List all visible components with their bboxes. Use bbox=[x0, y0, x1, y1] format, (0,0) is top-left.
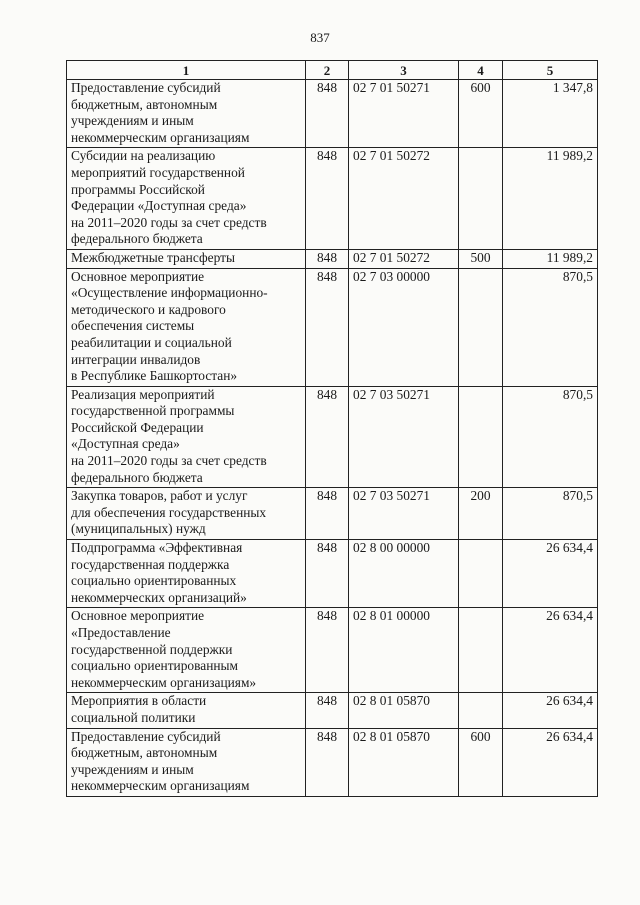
row-code-cell: 848 bbox=[306, 608, 349, 693]
row-name-cell: Основное мероприятие «Предоставление государственной поддержки социально ориентированным некоммерческим организациям» bbox=[67, 608, 306, 693]
row-expense-type-cell: 200 bbox=[459, 488, 503, 540]
row-target-article-cell: 02 7 01 50271 bbox=[349, 80, 459, 148]
row-target-article-cell: 02 8 01 05870 bbox=[349, 728, 459, 796]
row-name-cell: Предоставление субсидий бюджетным, автономным учреждениям и иным некоммерческим организациям bbox=[67, 728, 306, 796]
header-col-5: 5 bbox=[503, 61, 598, 80]
table-row bbox=[67, 488, 598, 540]
row-expense-type-cell bbox=[459, 693, 503, 728]
row-expense-type-cell: 500 bbox=[459, 249, 503, 268]
row-expense-type-cell bbox=[459, 268, 503, 386]
row-target-article-cell: 02 7 01 50272 bbox=[349, 249, 459, 268]
table-header bbox=[67, 61, 598, 80]
row-amount-cell: 26 634,4 bbox=[503, 693, 598, 728]
row-amount-cell: 870,5 bbox=[503, 268, 598, 386]
row-amount-cell: 26 634,4 bbox=[503, 540, 598, 608]
table-row bbox=[67, 608, 598, 693]
page-number: 837 bbox=[310, 30, 330, 45]
row-expense-type-cell: 600 bbox=[459, 728, 503, 796]
table-row bbox=[67, 693, 598, 728]
table-row bbox=[67, 728, 598, 796]
row-expense-type-cell bbox=[459, 148, 503, 250]
row-expense-type-cell bbox=[459, 608, 503, 693]
row-expense-type-cell: 600 bbox=[459, 80, 503, 148]
row-name-cell: Закупка товаров, работ и услуг для обеспечения государственных (муниципальных) нужд bbox=[67, 488, 306, 540]
row-code-cell: 848 bbox=[306, 488, 349, 540]
row-code-cell: 848 bbox=[306, 148, 349, 250]
row-amount-cell: 870,5 bbox=[503, 488, 598, 540]
row-amount-cell: 11 989,2 bbox=[503, 249, 598, 268]
row-target-article-cell: 02 7 01 50272 bbox=[349, 148, 459, 250]
table-row bbox=[67, 268, 598, 386]
table-row bbox=[67, 80, 598, 148]
row-target-article-cell: 02 7 03 00000 bbox=[349, 268, 459, 386]
header-col-3: 3 bbox=[349, 61, 459, 80]
row-code-cell: 848 bbox=[306, 80, 349, 148]
row-name-cell: Предоставление субсидий бюджетным, автономным учреждениям и иным некоммерческим организациям bbox=[67, 80, 306, 148]
header-col-2: 2 bbox=[306, 61, 349, 80]
row-code-cell: 848 bbox=[306, 268, 349, 386]
row-name-cell: Межбюджетные трансферты bbox=[67, 249, 306, 268]
row-code-cell: 848 bbox=[306, 249, 349, 268]
row-name-cell: Субсидии на реализацию мероприятий государственной программы Российской Федерации «Доступная среда» на 2011–2020 годы за счет средств федерального бюджета bbox=[67, 148, 306, 250]
header-col-1: 1 bbox=[67, 61, 306, 80]
row-target-article-cell: 02 7 03 50271 bbox=[349, 488, 459, 540]
row-code-cell: 848 bbox=[306, 728, 349, 796]
row-amount-cell: 26 634,4 bbox=[503, 728, 598, 796]
table-row bbox=[67, 148, 598, 250]
header-row bbox=[67, 61, 598, 80]
row-name-cell: Подпрограмма «Эффективная государственная поддержка социально ориентированных некоммерческих организаций» bbox=[67, 540, 306, 608]
table-row bbox=[67, 540, 598, 608]
row-expense-type-cell bbox=[459, 386, 503, 488]
row-name-cell: Реализация мероприятий государственной программы Российской Федерации «Доступная среда» на 2011–2020 годы за счет средств федерального бюджета bbox=[67, 386, 306, 488]
budget-table bbox=[66, 60, 598, 797]
header-col-4: 4 bbox=[459, 61, 503, 80]
row-target-article-cell: 02 8 01 00000 bbox=[349, 608, 459, 693]
table-body bbox=[67, 80, 598, 797]
row-name-cell: Основное мероприятие «Осуществление информационно- методического и кадрового обеспечения системы реабилитации и социальной интеграции инвалидов в Республике Башкортостан» bbox=[67, 268, 306, 386]
row-expense-type-cell bbox=[459, 540, 503, 608]
row-amount-cell: 26 634,4 bbox=[503, 608, 598, 693]
table-row bbox=[67, 249, 598, 268]
row-code-cell: 848 bbox=[306, 386, 349, 488]
table-row bbox=[67, 386, 598, 488]
row-target-article-cell: 02 7 03 50271 bbox=[349, 386, 459, 488]
row-code-cell: 848 bbox=[306, 540, 349, 608]
row-amount-cell: 1 347,8 bbox=[503, 80, 598, 148]
row-target-article-cell: 02 8 00 00000 bbox=[349, 540, 459, 608]
row-code-cell: 848 bbox=[306, 693, 349, 728]
row-target-article-cell: 02 8 01 05870 bbox=[349, 693, 459, 728]
row-amount-cell: 11 989,2 bbox=[503, 148, 598, 250]
row-name-cell: Мероприятия в области социальной политики bbox=[67, 693, 306, 728]
row-amount-cell: 870,5 bbox=[503, 386, 598, 488]
